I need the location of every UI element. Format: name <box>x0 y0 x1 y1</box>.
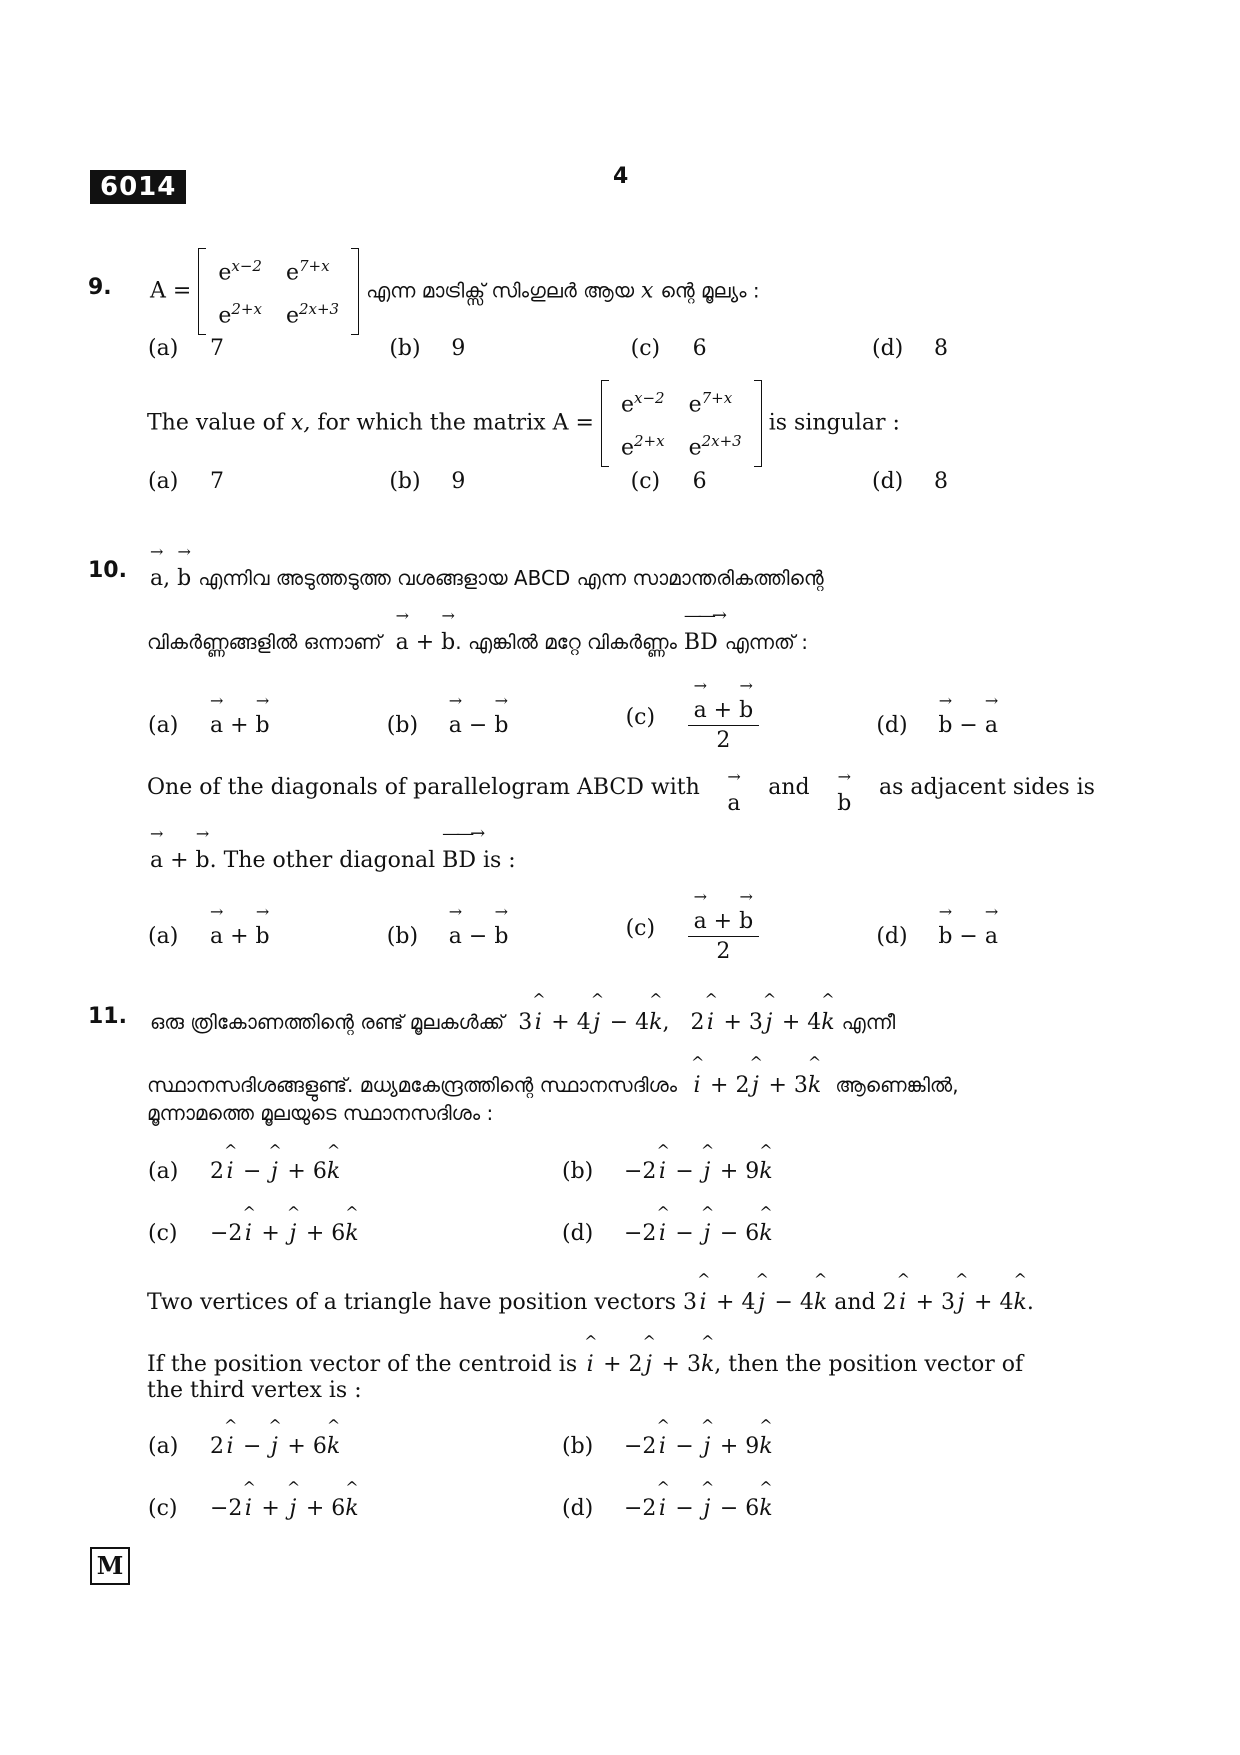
q11-en-line1: Two vertices of a triangle have position vectors 3 ^ i + 4 ^ j − 4 ^ k and 2 ^ i + 3 ^ j + 4 ^ k. <box>147 1270 1034 1315</box>
question-number-10: 10. <box>88 558 127 583</box>
paper-code: 6014 <box>90 170 186 204</box>
q9-option-c: (c) 6 <box>630 469 707 494</box>
q11-option-b-en: (b) −2 ^ i − ^ j + 9 ^ k <box>562 1416 773 1459</box>
q10-option-d: (d) → b − → a <box>876 691 999 738</box>
q10-option-a: (a) → a + → b <box>148 902 270 949</box>
q9-option-d: (d) 8 <box>871 336 948 361</box>
q10-options-ml <box>148 676 999 753</box>
q11-option-c-ml: (c) −2 ^ i + ^ j + 6 ^ k <box>148 1203 359 1246</box>
q9-options-en <box>148 469 948 494</box>
q9-option-a: (a) 7 <box>148 469 224 494</box>
q11-option-c-en: (c) −2 ^ i + ^ j + 6 ^ k <box>148 1478 359 1521</box>
question-number-9: 9. <box>88 275 112 300</box>
page-number: 4 <box>613 164 629 189</box>
q10-options-en <box>148 887 999 964</box>
q9-option-a: (a) 7 <box>148 336 224 361</box>
q10-option-a: (a) → a + → b <box>148 691 270 738</box>
q10-en-line2: → a + → b. The other diagonal ——→ BD is : <box>150 823 516 873</box>
q11-ml-line2: സ്ഥാനസദിശങ്ങളുണ്ട്. മധ്യമകേന്ദ്രത്തിന്റെ സ്ഥാനസദിശം ^ i + 2 ^ j + 3 ^ k ആണെങ്കിൽ, <box>147 1053 959 1098</box>
q11-en-line3: the third vertex is : <box>147 1378 362 1403</box>
q11-option-b-ml: (b) −2 ^ i − ^ j + 9 ^ k <box>562 1141 773 1184</box>
q9-ml-stem: A = $e^{x-2}$ $e^{7+x}$ $e^{2+x}$ $e^{2x+3}$ എന്ന മാട്രിക്സ് സിംഗുലർ ആയ x ന്റെ മൂല്യം : <box>150 248 760 335</box>
q10-ml-line2: വികർണ്ണങ്ങളിൽ ഒന്നാണ് → a + → b. എങ്കിൽ മറ്റേ വികർണ്ണം ——→ BD എന്നത് : <box>147 605 808 655</box>
q11-option-d-en: (d) −2 ^ i − ^ j − 6 ^ k <box>562 1478 773 1521</box>
q9-matrix-en: $e^{x-2}$ $e^{7+x}$ $e^{2+x}$ $e^{2x+3}$ <box>601 380 762 467</box>
q9-option-c: (c) 6 <box>630 336 707 361</box>
q9-matrix-ml: $e^{x-2}$ $e^{7+x}$ $e^{2+x}$ $e^{2x+3}$ <box>198 248 359 335</box>
question-number-11: 11. <box>88 1004 127 1029</box>
q10-option-b: (b) → a − → b <box>386 902 509 949</box>
q9-option-b: (b) 9 <box>389 469 466 494</box>
q9-option-b: (b) 9 <box>389 336 466 361</box>
footer-mark: M <box>90 1547 130 1585</box>
q10-option-b: (b) → a − → b <box>386 691 509 738</box>
q11-option-a-en: (a) 2 ^ i − ^ j + 6 ^ k <box>148 1416 341 1459</box>
q10-option-d: (d) → b − → a <box>876 902 999 949</box>
q9-options-ml <box>148 336 948 361</box>
q11-option-a-ml: (a) 2 ^ i − ^ j + 6 ^ k <box>148 1141 341 1184</box>
q11-ml-line3: മൂന്നാമത്തെ മൂലയുടെ സ്ഥാനസദിശം : <box>147 1101 494 1125</box>
q11-ml-line1: ഒരു ത്രികോണത്തിന്റെ രണ്ട് മൂലകൾക്ക് 3 ^ i + 4 ^ j − 4 ^ k, 2 ^ i + 3 ^ j + 4 ^ k എന്നീ <box>150 990 896 1035</box>
q10-en-line1: One of the diagonals of parallelogram ABCD with → a and → b as adjacent sides is <box>147 767 1095 816</box>
q9-option-d: (d) 8 <box>871 469 948 494</box>
q10-option-c: (c) → a + → b 2 <box>626 893 760 964</box>
q11-option-d-ml: (d) −2 ^ i − ^ j − 6 ^ k <box>562 1203 773 1246</box>
q11-en-line2: If the position vector of the centroid is ^ i + 2 ^ j + 3 ^ k, then the position vector of <box>147 1332 1024 1377</box>
q10-ml-line1: → a, → b എന്നിവ അടുത്തടുത്ത വശങ്ങളായ ABCD എന്ന സാമാന്തരികത്തിന്റെ <box>150 542 824 591</box>
q10-option-c: (c) → a + → b 2 <box>626 682 760 753</box>
q9-en-stem: The value of x, for which the matrix A = $e^{x-2}$ $e^{7+x}$ $e^{2+x}$ $e^{2x+3}$ is singular : <box>147 380 900 467</box>
